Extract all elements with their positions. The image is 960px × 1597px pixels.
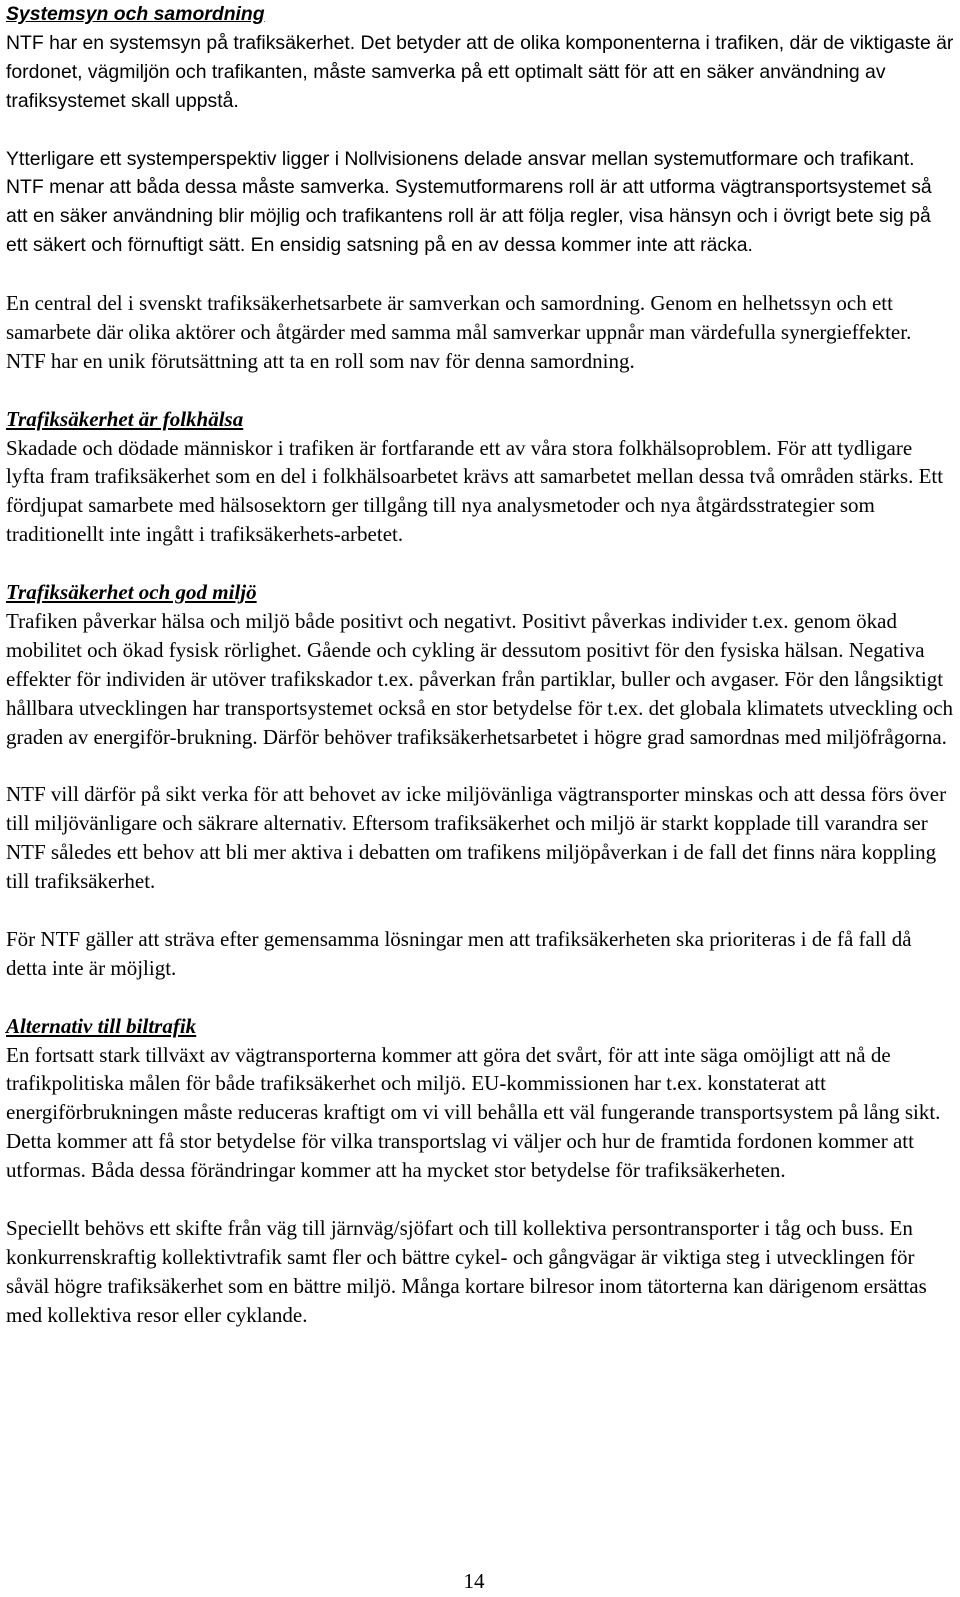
paragraph: Ytterligare ett systemperspektiv ligger i Nollvisionens delade ansvar mellan systemutformare och trafikant. NTF menar att båda dessa måste samverka. Systemutformarens roll är att utforma vägtransportsystemet så att en säker användning blir möjlig och trafikantens roll är att följa regler, visa hänsyn och i övrigt bete sig på ett säkert och förnuftigt sätt. En ensidig satsning på en av dessa kommer inte att räcka.	[6, 147, 932, 257]
paragraph: För NTF gäller att sträva efter gemensamma lösningar men att trafiksäkerheten ska prioriteras i de få fall då detta inte är möjligt.	[6, 926, 912, 980]
section-heading-alternativ: Alternativ till biltrafik	[6, 1013, 197, 1038]
paragraph: NTF vill därför på sikt verka för att behovet av icke miljövänliga vägtransporter minskas och att dessa förs över till miljövänligare och säkrare alternativ. Eftersom trafiksäkerhet och miljö är starkt kopplade till varandra ser NTF således ett behov att bli mer aktiva i debatten om trafikens miljöpåverkan i de fall det finns nära koppling till trafiksäkerhet.	[6, 782, 947, 894]
paragraph: Trafiken påverkar hälsa och miljö både positivt och negativt. Positivt påverkas individer t.ex. genom ökad mobilitet och ökad fysisk rörlighet. Gående och cykling är dessutom positivt för den fysiska hälsan. Negativa effekter för individen är utöver trafikskador t.ex. påverkan från partiklar, buller och avgaser. För den långsiktigt hållbara utvecklingen har transportsystemet också en stor betydelse för t.ex. det globala klimatets utveckling och graden av energiför-brukning. Därför behöver trafiksäkerhetsarbetet i högre grad samordnas med miljöfrågorna.	[6, 608, 954, 749]
section-heading-systemsyn: Systemsyn och samordning	[6, 3, 265, 25]
paragraph: Skadade och dödade människor i trafiken är fortfarande ett av våra stora folkhälsoproblem. För att tydligare lyfta fram trafiksäkerhet som en del i folkhälsoarbetet krävs att samarbetet mellan dessa två områden stärks. Ett fördjupat samarbete med hälsosektorn ger tillgång till nya analysmetoder och nya åtgärdsstrategier som traditionellt inte ingått i trafiksäkerhets-arbetet.	[6, 435, 944, 547]
paragraph: En central del i svenskt trafiksäkerhetsarbete är samverkan och samordning. Genom en helhetssyn och ett samarbete där olika aktörer och åtgärder med samma mål samverkar uppnår man värdefulla synergieffekter. NTF har en unik förutsättning att ta en roll som nav för denna samordning.	[6, 291, 912, 373]
section-heading-folkhalsa: Trafiksäkerhet är folkhälsa	[6, 406, 244, 431]
paragraph: NTF har en systemsyn på trafiksäkerhet. Det betyder att de olika komponenterna i trafiken, där de viktigaste är fordonet, vägmiljön och trafikanten, måste samverka på ett optimalt sätt för att en säker användning av trafiksystemet skall uppstå.	[6, 31, 954, 112]
page-number: 14	[463, 1569, 485, 1593]
paragraph: Speciellt behövs ett skifte från väg till järnväg/sjöfart och till kollektiva persontransporter i tåg och buss. En konkurrenskraftig kollektivtrafik samt fler och bättre cykel- och gångvägar är viktiga steg i utvecklingen för såväl högre trafiksäkerhet som en bättre miljö. Många kortare bilresor inom tätorterna kan därigenom ersättas med kollektiva resor eller cyklande.	[6, 1215, 927, 1327]
paragraph: En fortsatt stark tillväxt av vägtransporterna kommer att göra det svårt, för att inte säga omöjligt att nå de trafikpolitiska målen för både trafiksäkerhet och miljö. EU-kommissionen har t.ex. konstaterat att energiförbrukningen måste reduceras kraftigt om vi vill behålla ett väl fungerande transportsystem på lång sikt. Detta kommer att få stor betydelse för vilka transportslag vi väljer och hur de framtida fordonen kommer att utformas. Båda dessa förändringar kommer att ha mycket stor betydelse för trafiksäkerheten.	[6, 1042, 941, 1183]
section-heading-god-miljo: Trafiksäkerhet och god miljö	[6, 580, 257, 605]
document-page	[6, 0, 954, 1330]
